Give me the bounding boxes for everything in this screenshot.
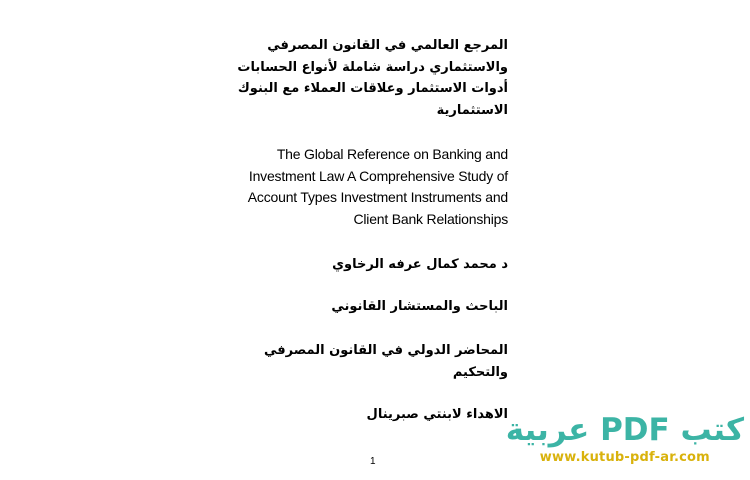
english-title-line: Account Types Investment Instruments and — [247, 189, 508, 205]
arabic-title-line: والاستثماري دراسة شاملة لأنواع الحسابات — [237, 59, 508, 75]
dedication-text: الاهداء لابنتي صبرينال — [366, 407, 508, 422]
page-number: 1 — [370, 456, 376, 467]
watermark-logo — [506, 410, 744, 466]
watermark-url: www.kutub-pdf-ar.com — [539, 450, 710, 465]
arabic-title-line: المرجع العالمي في القانون المصرفي — [267, 38, 508, 53]
arabic-title-line: الاستثمارية — [436, 102, 508, 118]
english-title-line: Investment Law A Comprehensive Study of — [248, 167, 508, 184]
lecturer-block — [228, 340, 508, 383]
author-role: الباحث والمستشار القانوني — [331, 299, 508, 314]
lecturer-line: المحاضر الدولي في القانون المصرفي — [264, 343, 508, 358]
english-title-line: Client Bank Relationships — [353, 210, 508, 227]
dedication-block — [228, 404, 508, 426]
english-title-line: The Global Reference on Banking and — [276, 146, 508, 162]
author-name: د محمد كمال عرفه الرخاوي — [332, 257, 508, 272]
watermark-title: كتب PDF عربية — [505, 412, 744, 448]
role-block — [228, 296, 508, 318]
english-title-block — [228, 144, 508, 230]
arabic-title-block — [228, 35, 508, 121]
author-block — [228, 254, 508, 276]
arabic-title-line: أدوات الاستثمار وعلاقات العملاء مع البنوك — [237, 81, 508, 96]
lecturer-line: والتحكيم — [452, 364, 508, 380]
